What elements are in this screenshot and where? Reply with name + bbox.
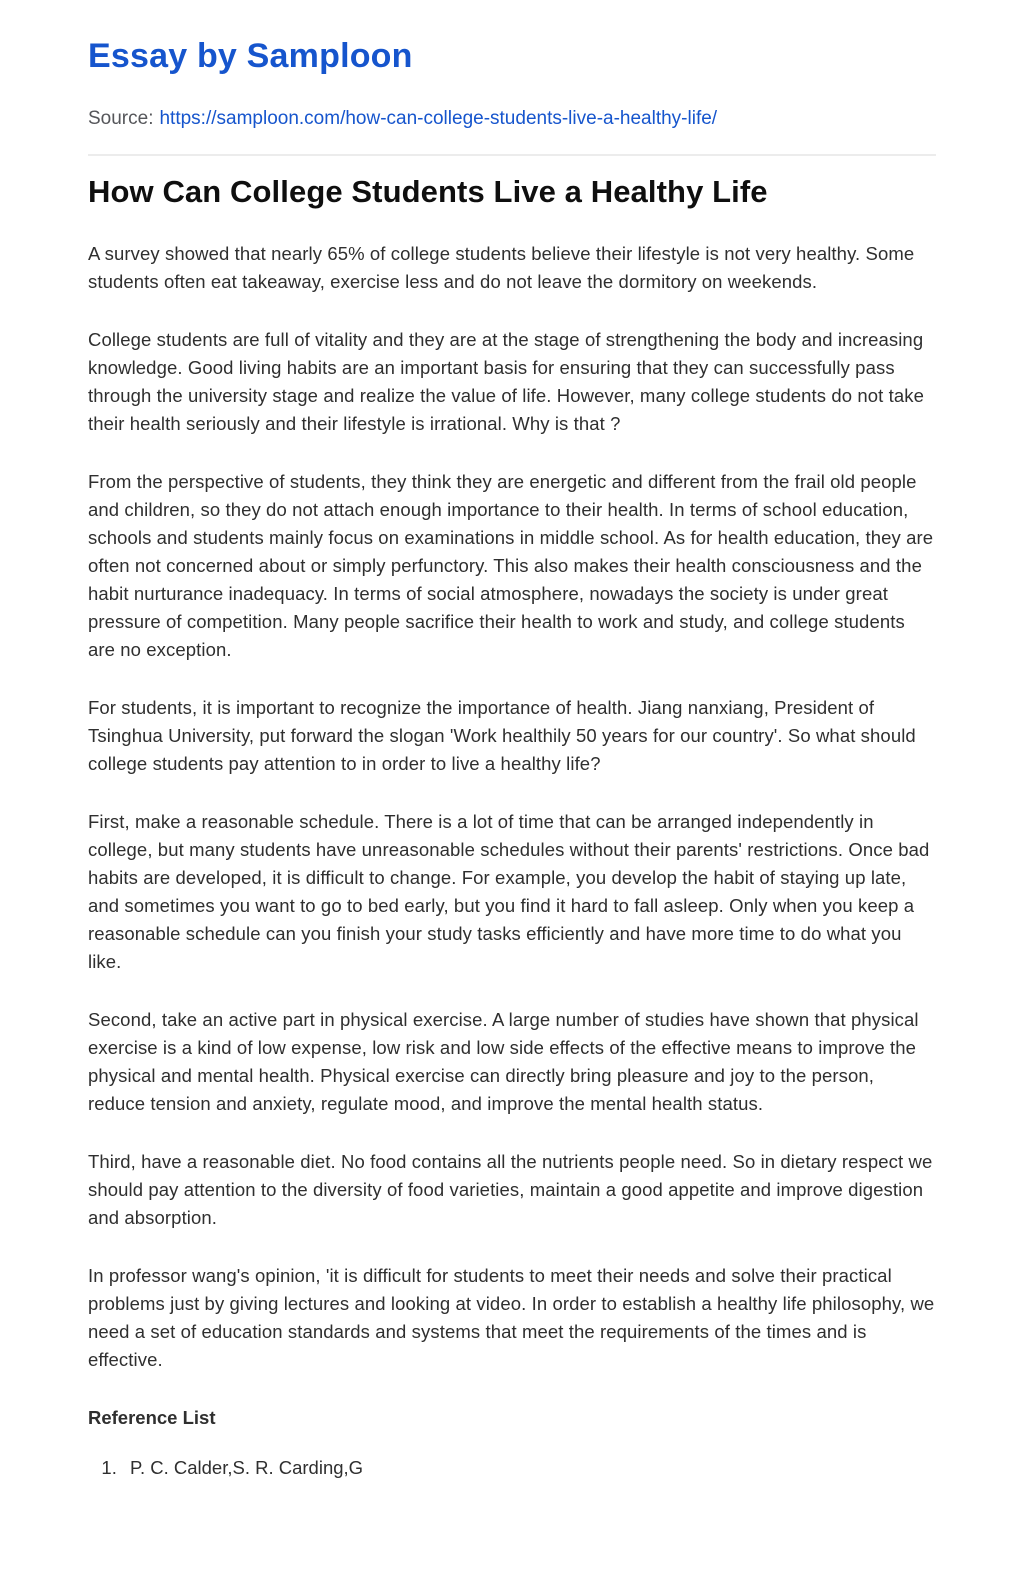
brand-title: Essay by Samploon	[88, 37, 413, 75]
divider	[88, 154, 936, 156]
essay-paragraph-6: Second, take an active part in physical exercise. A large number of studies have shown that physical exercise is a kind of low expense, low risk and low side effects of the effective means to improve the physical and mental health. Physical exercise can directly bring pleasure and joy to the person, reduce tension and anxiety, regulate mood, and improve the mental health status.	[88, 1009, 919, 1115]
page-title: How Can College Students Live a Healthy Life	[88, 174, 768, 210]
essay-paragraph-2: College students are full of vitality and they are at the stage of strengthening the body and increasing knowledge. Good living habits are an important basis for ensuring that they can successfully pass through the university stage and realize the value of life. However, many college students do not take their health seriously and their lifestyle is irrational. Why is that ?	[88, 329, 924, 435]
essay-paragraph-8: In professor wang's opinion, 'it is difficult for students to meet their needs and solve their practical problems just by giving lectures and looking at video. In order to establish a healthy life philosophy, we need a set of education standards and systems that meet the requirements of the times and is effective.	[88, 1265, 935, 1371]
essay-paragraph-1: A survey showed that nearly 65% of college students believe their lifestyle is not very healthy. Some students often eat takeaway, exercise less and do not leave the dormitory on weekends.	[88, 243, 915, 293]
essay-paragraph-5: First, make a reasonable schedule. There is a lot of time that can be arranged independently in college, but many students have unreasonable schedules without their parents' restrictions. Once bad habits are developed, it is difficult to change. For example, you develop the habit of staying up late, and sometimes you want to go to bed early, but you find it hard to fall asleep. Only when you keep a reasonable schedule can you finish your study tasks efficiently and have more time to do what you like.	[88, 811, 930, 973]
source-link[interactable]: https://samploon.com/how-can-college-students-live-a-healthy-life/	[159, 108, 718, 130]
reference-item: 1. P. C. Calder,S. R. Carding,G	[122, 1454, 936, 1482]
source-row	[88, 107, 936, 132]
source-label: Source:	[88, 108, 154, 130]
essay-body	[88, 240, 936, 1374]
reference-list	[88, 1454, 936, 1482]
essay-paragraph-3: From the perspective of students, they think they are energetic and different from the frail old people and children, so they do not attach enough importance to their health. In terms of school education, schools and students mainly focus on examinations in middle school. As for health education, they are often not concerned about or simply perfunctory. This also makes their health consciousness and the habit nurturance inadequacy. In terms of social atmosphere, nowadays the society is under great pressure of competition. Many people sacrifice their health to work and study, and college students are no exception.	[88, 471, 934, 661]
reference-list-heading: Reference List	[88, 1407, 216, 1429]
essay-paragraph-4: For students, it is important to recognize the importance of health. Jiang nanxiang, President of Tsinghua University, put forward the slogan 'Work healthily 50 years for our country'. So what should college students pay attention to in order to live a healthy life?	[88, 697, 916, 775]
essay-paragraph-7: Third, have a reasonable diet. No food contains all the nutrients people need. So in dietary respect we should pay attention to the diversity of food varieties, maintain a good appetite and improve digestion and absorption.	[88, 1151, 933, 1229]
